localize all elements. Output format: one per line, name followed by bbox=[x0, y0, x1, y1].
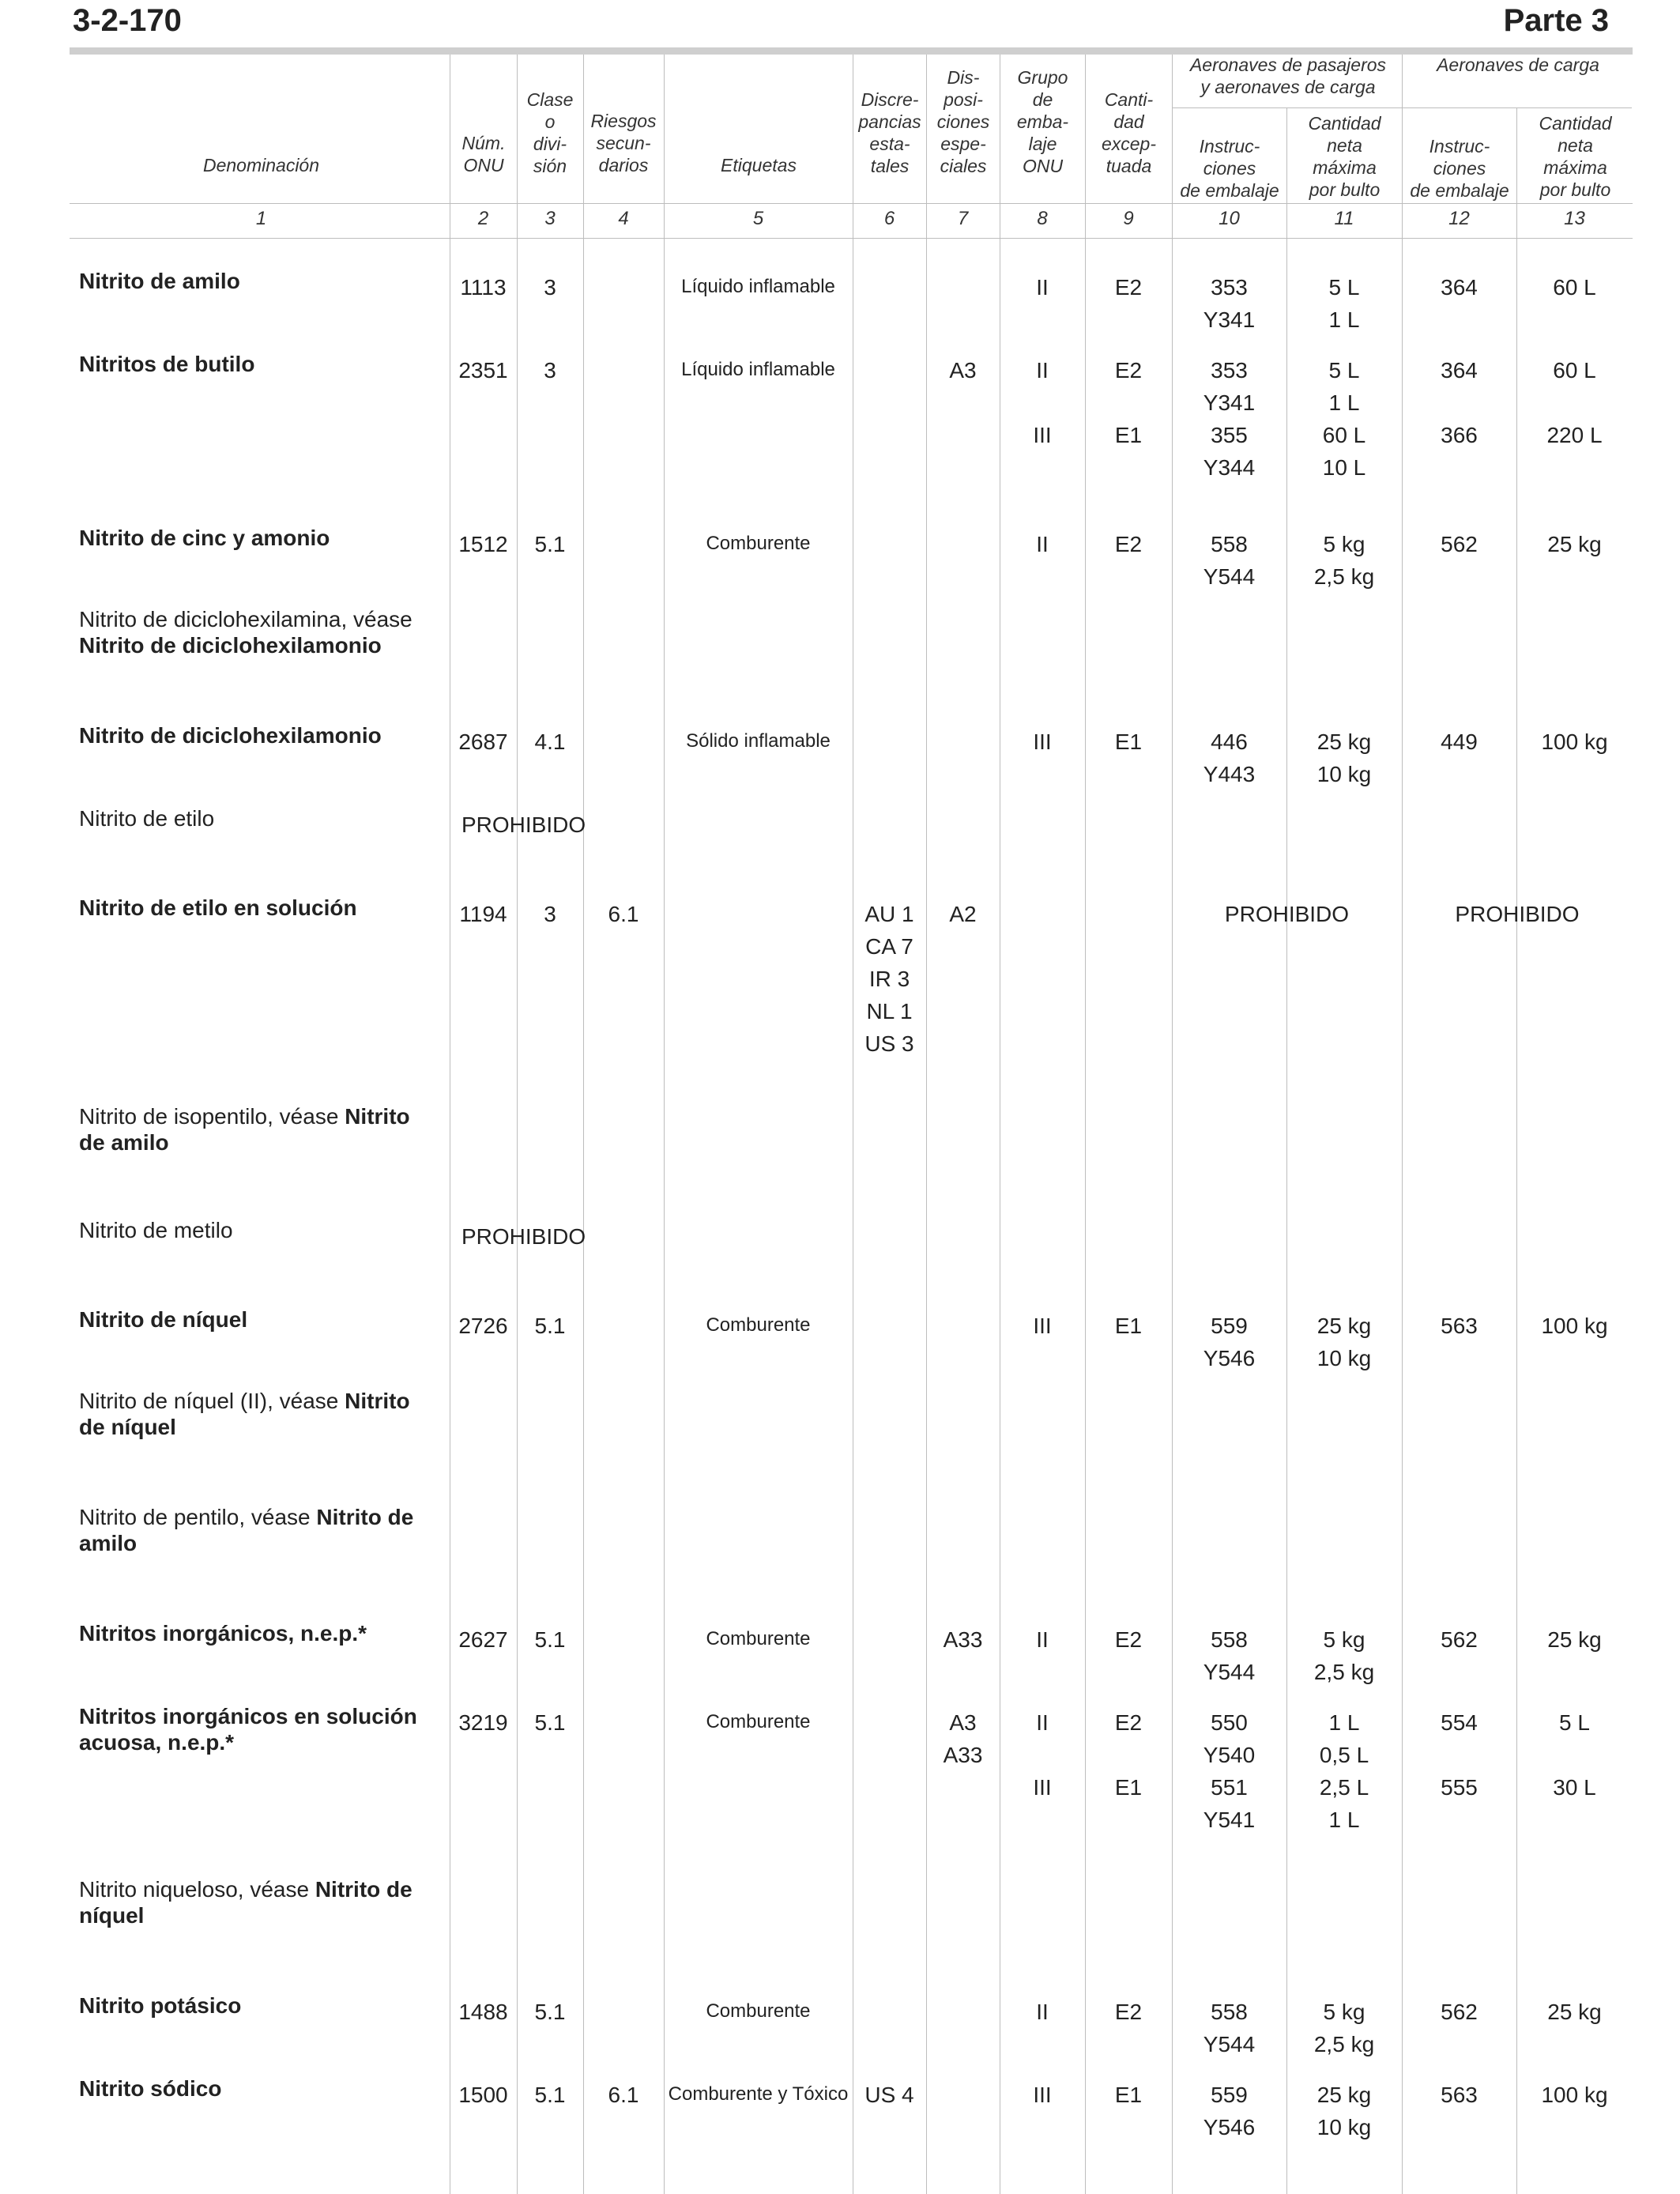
cargo-max-net-quantity: 100 kg bbox=[1541, 1314, 1608, 1338]
pax-max-net-quantity: 2,5 kg bbox=[1313, 564, 1375, 589]
col-number: 9 bbox=[1123, 208, 1134, 229]
col-number: 6 bbox=[883, 208, 895, 229]
page-number: 3-2-170 bbox=[73, 3, 182, 38]
pax-max-net-quantity: 1 L bbox=[1328, 1710, 1360, 1735]
hazard-label: Líquido inflamable bbox=[681, 276, 835, 297]
excepted-quantity: E1 bbox=[1114, 423, 1143, 447]
state-variation: IR 3 bbox=[868, 967, 910, 991]
header-aeronaves-carga: Aeronaves de carga bbox=[1437, 55, 1599, 75]
col-number: 5 bbox=[752, 208, 764, 229]
pax-max-net-quantity: 5 L bbox=[1328, 358, 1360, 383]
excepted-quantity: E2 bbox=[1114, 2000, 1143, 2024]
packing-group: II bbox=[1036, 275, 1049, 300]
un-number: 3219 bbox=[458, 1710, 508, 1735]
cargo-packing-instruction: 563 bbox=[1441, 2083, 1478, 2107]
hazard-label: Comburente bbox=[706, 533, 811, 554]
name-bold-text: Nitrito de cinc y amonio bbox=[79, 526, 330, 550]
substance-name bbox=[79, 1217, 435, 1243]
col-number: 12 bbox=[1448, 208, 1470, 229]
header-grupo: Grupo de emba- laje ONU bbox=[1016, 67, 1069, 176]
hazard-label: Sólido inflamable bbox=[686, 730, 831, 752]
cargo-packing-instruction: 554 bbox=[1441, 1710, 1478, 1735]
pax-packing-instruction: Y540 bbox=[1203, 1743, 1256, 1767]
pax-max-net-quantity: 5 kg bbox=[1323, 1627, 1365, 1652]
cargo-max-net-quantity: 25 kg bbox=[1547, 1627, 1602, 1652]
excepted-quantity: E1 bbox=[1114, 2083, 1143, 2107]
pax-max-net-quantity: 10 kg bbox=[1317, 1346, 1372, 1370]
packing-group: III bbox=[1033, 1775, 1052, 1800]
pax-packing-instruction: Y544 bbox=[1203, 1660, 1256, 1684]
header-aeronaves-pasajeros: Aeronaves de pasajeros y aeronaves de carga bbox=[1189, 55, 1387, 97]
prohibido-text: PROHIBIDO bbox=[461, 1224, 586, 1249]
col-number: 11 bbox=[1334, 208, 1354, 229]
packing-group: II bbox=[1036, 1710, 1049, 1735]
pax-max-net-quantity: 60 L bbox=[1322, 423, 1366, 447]
cargo-max-net-quantity: 5 L bbox=[1559, 1710, 1590, 1735]
excepted-quantity: E1 bbox=[1114, 1775, 1143, 1800]
cargo-max-net-quantity: 100 kg bbox=[1541, 2083, 1608, 2107]
cargo-packing-instruction: 366 bbox=[1441, 423, 1478, 447]
substance-name bbox=[79, 895, 435, 921]
pax-packing-instruction: 558 bbox=[1211, 2000, 1248, 2024]
col-number: 8 bbox=[1037, 208, 1048, 229]
packing-group: II bbox=[1036, 1627, 1049, 1652]
cargo-packing-instruction: 562 bbox=[1441, 2000, 1478, 2024]
special-provision: A33 bbox=[943, 1627, 983, 1652]
pax-packing-instruction: 355 bbox=[1211, 423, 1248, 447]
name-bold-text: Nitritos inorgánicos en solución acuosa, n.e.p.* bbox=[79, 1704, 417, 1755]
class-division: 5.1 bbox=[534, 532, 566, 556]
substance-name bbox=[79, 805, 435, 831]
substance-name bbox=[79, 1504, 435, 1556]
cargo-packing-instruction: 562 bbox=[1441, 1627, 1478, 1652]
pax-max-net-quantity: 5 L bbox=[1328, 275, 1360, 300]
name-text: Nitrito de isopentilo, véase bbox=[79, 1104, 339, 1129]
cargo-packing-instruction: 562 bbox=[1441, 532, 1478, 556]
pax-packing-instruction: Y546 bbox=[1203, 1346, 1256, 1370]
header-instrucciones-carga: Instruc- ciones de embalaje bbox=[1410, 136, 1509, 201]
name-text: Nitrito niqueloso, véase bbox=[79, 1877, 310, 1902]
pax-packing-instruction: Y544 bbox=[1203, 564, 1256, 589]
class-division: 5.1 bbox=[534, 1710, 566, 1735]
packing-group: III bbox=[1033, 2083, 1052, 2107]
state-variation: NL 1 bbox=[866, 999, 913, 1023]
excepted-quantity: E1 bbox=[1114, 1314, 1143, 1338]
header-cantidad-neta-carga: Cantidad neta máxima por bulto bbox=[1539, 113, 1612, 200]
substance-name bbox=[79, 1306, 435, 1333]
part-title: Parte 3 bbox=[1503, 3, 1609, 38]
excepted-quantity: E2 bbox=[1114, 275, 1143, 300]
pax-packing-instruction: Y341 bbox=[1203, 390, 1256, 415]
packing-group: II bbox=[1036, 2000, 1049, 2024]
cargo-packing-instruction: 555 bbox=[1441, 1775, 1478, 1800]
col-number: 1 bbox=[255, 208, 267, 229]
pax-max-net-quantity: 25 kg bbox=[1317, 729, 1372, 754]
col-number: 13 bbox=[1564, 208, 1585, 229]
substance-name bbox=[79, 2075, 435, 2102]
col-number: 2 bbox=[477, 208, 489, 229]
pax-packing-instruction: 550 bbox=[1211, 1710, 1248, 1735]
name-bold-text: Nitrito de amilo bbox=[79, 269, 240, 293]
un-number: 2687 bbox=[458, 729, 508, 754]
pax-packing-instruction: Y544 bbox=[1203, 2032, 1256, 2056]
state-variation: CA 7 bbox=[865, 934, 913, 959]
state-variation: US 4 bbox=[864, 2083, 914, 2107]
state-variation: US 3 bbox=[864, 1031, 914, 1056]
name-bold-text: Nitrito potásico bbox=[79, 1993, 242, 2018]
name-bold-text: Nitrito de diciclohexilamonio bbox=[79, 723, 382, 748]
pax-packing-instruction: 558 bbox=[1211, 532, 1248, 556]
pax-max-net-quantity: 0,5 L bbox=[1319, 1743, 1369, 1767]
pax-packing-instruction: 559 bbox=[1211, 2083, 1248, 2107]
pax-max-net-quantity: 10 kg bbox=[1317, 762, 1372, 786]
header-num-onu: Núm. ONU bbox=[461, 133, 506, 175]
packing-group: II bbox=[1036, 532, 1049, 556]
cargo-packing-instruction: 364 bbox=[1441, 275, 1478, 300]
special-provision: A2 bbox=[949, 902, 977, 926]
pax-packing-instruction: Y443 bbox=[1203, 762, 1256, 786]
header-denominacion: Denominación bbox=[202, 155, 320, 175]
cargo-max-net-quantity: 25 kg bbox=[1547, 532, 1602, 556]
pax-packing-instruction: Y541 bbox=[1203, 1808, 1256, 1832]
packing-group: II bbox=[1036, 358, 1049, 383]
pax-max-net-quantity: 2,5 kg bbox=[1313, 1660, 1375, 1684]
name-text: Nitrito de metilo bbox=[79, 1218, 233, 1242]
pax-max-net-quantity: 1 L bbox=[1328, 307, 1360, 332]
pax-max-net-quantity: 2,5 kg bbox=[1313, 2032, 1375, 2056]
substance-name bbox=[79, 351, 435, 377]
hazard-label: Comburente bbox=[706, 2000, 811, 2022]
name-bold-text: Nitritos de butilo bbox=[79, 352, 255, 376]
name-bold-text: Nitritos inorgánicos, n.e.p.* bbox=[79, 1621, 367, 1646]
pax-max-net-quantity: 25 kg bbox=[1317, 2083, 1372, 2107]
cargo-max-net-quantity: 220 L bbox=[1546, 423, 1603, 447]
packing-group: III bbox=[1033, 423, 1052, 447]
header-cantidad: Canti- dad excep- tuada bbox=[1101, 89, 1157, 176]
class-division: 3 bbox=[544, 358, 556, 383]
prohibido-text: PROHIBIDO bbox=[461, 812, 586, 837]
header-etiquetas: Etiquetas bbox=[721, 155, 797, 175]
special-provision: A3 bbox=[949, 358, 977, 383]
excepted-quantity: E2 bbox=[1114, 1627, 1143, 1652]
substance-name bbox=[79, 722, 435, 748]
pax-max-net-quantity: 1 L bbox=[1328, 1808, 1360, 1832]
un-number: 1194 bbox=[459, 902, 507, 926]
un-number: 1512 bbox=[458, 532, 508, 556]
substance-name bbox=[79, 1876, 435, 1928]
hazard-label: Comburente bbox=[706, 1711, 811, 1732]
name-bold-text: Nitrito sódico bbox=[79, 2076, 222, 2101]
header-instrucciones-pax: Instruc- ciones de embalaje bbox=[1180, 136, 1279, 201]
class-division: 5.1 bbox=[534, 2000, 566, 2024]
substance-name bbox=[79, 1620, 435, 1646]
pax-max-net-quantity: 10 kg bbox=[1317, 2115, 1372, 2139]
substance-name bbox=[79, 525, 435, 551]
excepted-quantity: E1 bbox=[1114, 729, 1143, 754]
class-division: 3 bbox=[544, 902, 556, 926]
class-division: 3 bbox=[544, 275, 556, 300]
substance-name bbox=[79, 606, 435, 658]
pax-max-net-quantity: 10 L bbox=[1322, 455, 1366, 480]
excepted-quantity: E2 bbox=[1114, 532, 1143, 556]
class-division: 5.1 bbox=[534, 1314, 566, 1338]
un-number: 2627 bbox=[458, 1627, 508, 1652]
pax-packing-instruction: Y546 bbox=[1203, 2115, 1256, 2139]
col-number: 3 bbox=[544, 208, 556, 229]
name-bold-text: Nitrito de diciclohexilamonio bbox=[79, 633, 382, 658]
special-provision: A33 bbox=[943, 1743, 983, 1767]
special-provision: A3 bbox=[949, 1710, 977, 1735]
hazard-label: Comburente y Tóxico bbox=[668, 2083, 849, 2105]
un-number: 1500 bbox=[458, 2083, 508, 2107]
class-division: 5.1 bbox=[534, 1627, 566, 1652]
header-disposiciones: Dis- posi- ciones espe- ciales bbox=[936, 67, 990, 176]
substance-name bbox=[79, 1388, 435, 1440]
name-text: Nitrito de pentilo, véase bbox=[79, 1505, 311, 1529]
un-number: 1488 bbox=[458, 2000, 508, 2024]
name-bold-text: Nitrito de amilo bbox=[79, 1505, 414, 1555]
pax-packing-instruction: 558 bbox=[1211, 1627, 1248, 1652]
header-discrepancias: Discre- pancias esta- tales bbox=[858, 89, 921, 176]
subsidiary-risk: 6.1 bbox=[608, 902, 639, 926]
cargo-packing-instruction: 449 bbox=[1441, 729, 1478, 754]
pax-packing-instruction: 353 bbox=[1211, 358, 1248, 383]
pax-prohibido: PROHIBIDO bbox=[1224, 902, 1350, 926]
name-bold-text: Nitrito de níquel bbox=[79, 1389, 410, 1439]
un-number: 2726 bbox=[458, 1314, 508, 1338]
pax-max-net-quantity: 25 kg bbox=[1317, 1314, 1372, 1338]
substance-name bbox=[79, 1103, 435, 1155]
name-bold-text: Nitrito de etilo en solución bbox=[79, 895, 357, 920]
hazard-label: Comburente bbox=[706, 1314, 811, 1336]
class-division: 4.1 bbox=[534, 729, 566, 754]
hazard-label: Comburente bbox=[706, 1628, 811, 1649]
excepted-quantity: E2 bbox=[1114, 358, 1143, 383]
packing-group: III bbox=[1033, 729, 1052, 754]
pax-max-net-quantity: 5 kg bbox=[1323, 2000, 1365, 2024]
pax-packing-instruction: 559 bbox=[1211, 1314, 1248, 1338]
cargo-packing-instruction: 563 bbox=[1441, 1314, 1478, 1338]
name-text: Nitrito de etilo bbox=[79, 806, 215, 831]
header-clase: Clase o divi- sión bbox=[526, 89, 574, 176]
cargo-max-net-quantity: 30 L bbox=[1553, 1775, 1596, 1800]
hazard-label: Líquido inflamable bbox=[681, 359, 835, 380]
cargo-max-net-quantity: 25 kg bbox=[1547, 2000, 1602, 2024]
cargo-max-net-quantity: 60 L bbox=[1553, 358, 1596, 383]
name-text: Nitrito de diciclohexilamina, véase bbox=[79, 607, 412, 631]
class-division: 5.1 bbox=[534, 2083, 566, 2107]
cargo-packing-instruction: 364 bbox=[1441, 358, 1478, 383]
pax-packing-instruction: 551 bbox=[1211, 1775, 1248, 1800]
excepted-quantity: E2 bbox=[1114, 1710, 1143, 1735]
header-riesgos: Riesgos secun- darios bbox=[590, 111, 657, 175]
col-number: 7 bbox=[957, 208, 969, 229]
pax-packing-instruction: Y341 bbox=[1203, 307, 1256, 332]
subsidiary-risk: 6.1 bbox=[608, 2083, 639, 2107]
pax-max-net-quantity: 5 kg bbox=[1323, 532, 1365, 556]
pax-max-net-quantity: 2,5 L bbox=[1319, 1775, 1369, 1800]
pax-packing-instruction: Y344 bbox=[1203, 455, 1256, 480]
un-number: 2351 bbox=[458, 358, 508, 383]
pax-max-net-quantity: 1 L bbox=[1328, 390, 1360, 415]
pax-packing-instruction: 446 bbox=[1211, 729, 1248, 754]
name-bold-text: Nitrito de níquel bbox=[79, 1877, 412, 1928]
substance-name bbox=[79, 1703, 435, 1755]
col-number: 10 bbox=[1219, 208, 1240, 229]
name-bold-text: Nitrito de amilo bbox=[79, 1104, 410, 1155]
col-number: 4 bbox=[618, 208, 629, 229]
cargo-max-net-quantity: 60 L bbox=[1553, 275, 1596, 300]
header-cantidad-neta-pax: Cantidad neta máxima por bulto bbox=[1308, 113, 1381, 200]
un-number: 1113 bbox=[460, 275, 507, 300]
state-variation: AU 1 bbox=[864, 902, 914, 926]
packing-group: III bbox=[1033, 1314, 1052, 1338]
name-bold-text: Nitrito de níquel bbox=[79, 1307, 248, 1332]
cargo-max-net-quantity: 100 kg bbox=[1541, 729, 1608, 754]
name-text: Nitrito de níquel (II), véase bbox=[79, 1389, 339, 1413]
pax-packing-instruction: 353 bbox=[1211, 275, 1248, 300]
substance-name bbox=[79, 1992, 435, 2019]
substance-name bbox=[79, 268, 435, 294]
cargo-prohibido: PROHIBIDO bbox=[1455, 902, 1580, 926]
